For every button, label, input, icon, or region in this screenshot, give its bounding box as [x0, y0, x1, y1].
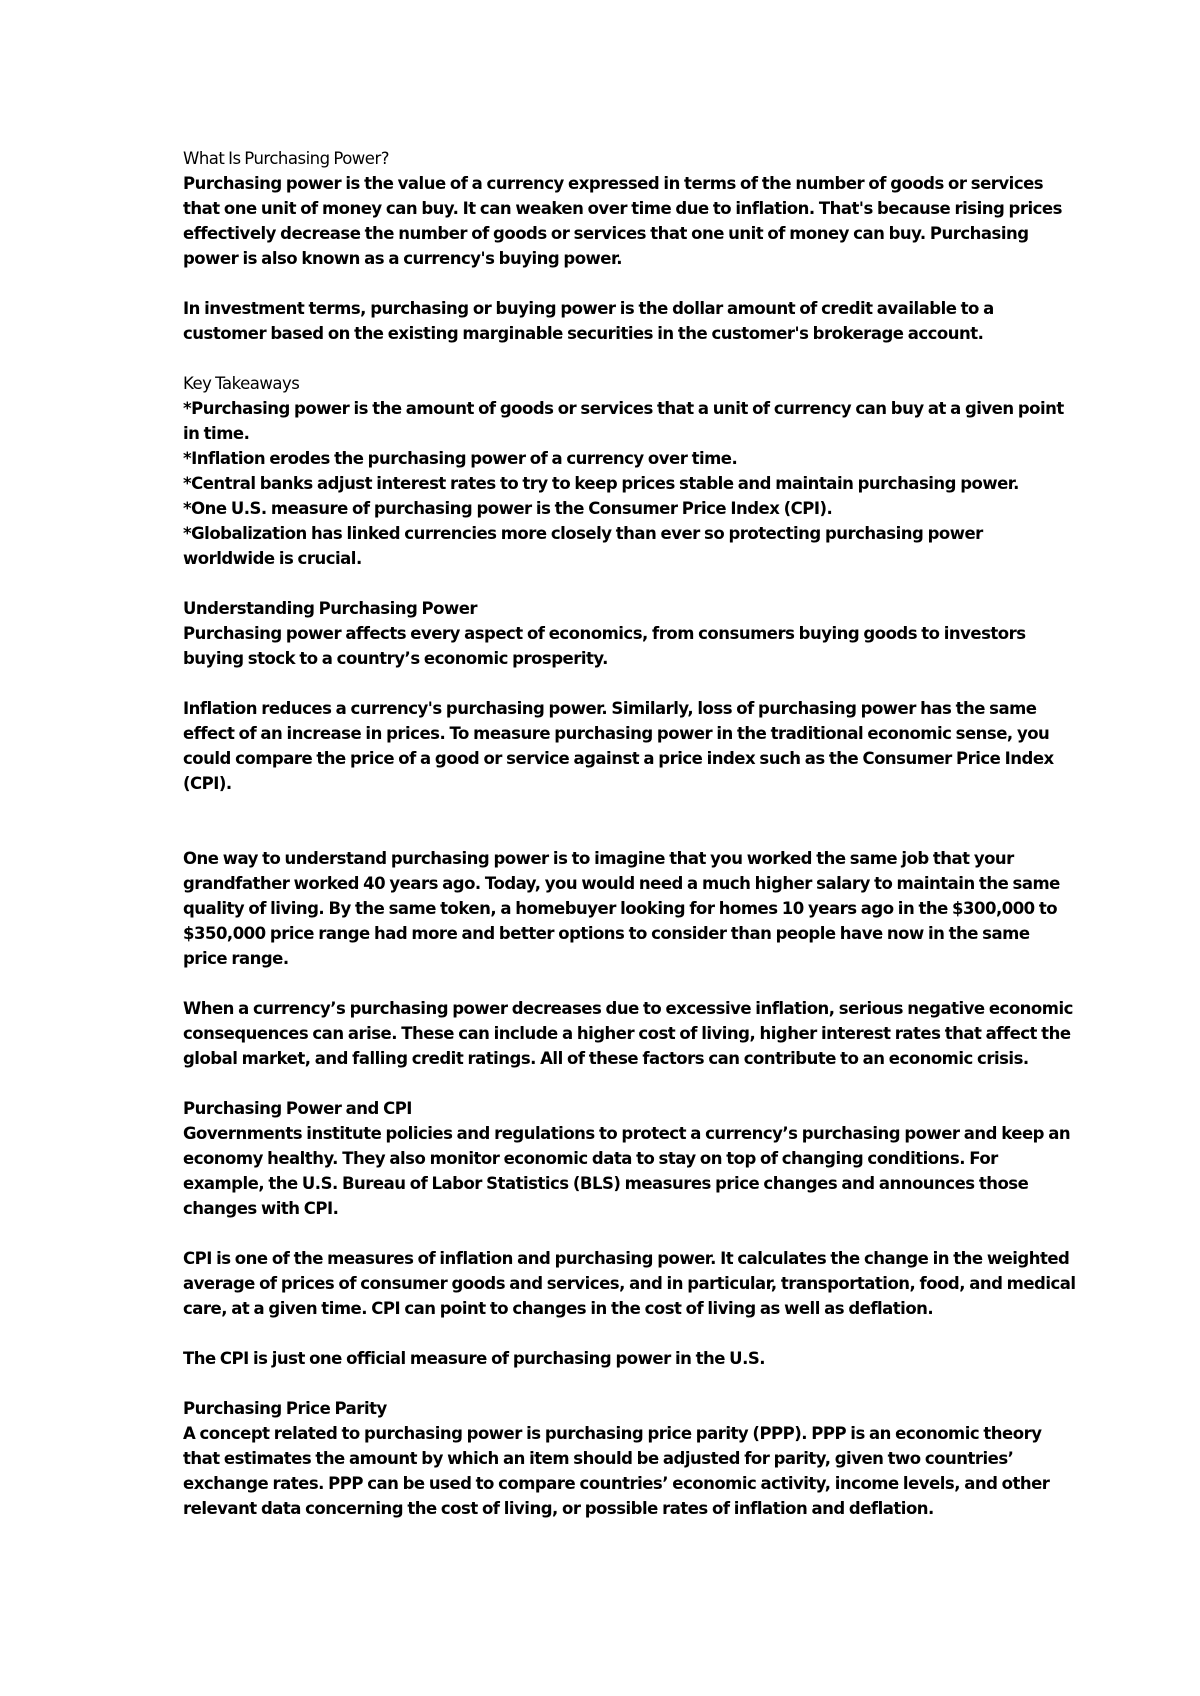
paragraph-line: grandfather worked 40 years ago. Today, you would need a much higher salary to maintain the same	[183, 874, 1060, 893]
paragraph-line: When a currency’s purchasing power decreases due to excessive inflation, serious negative economic	[183, 999, 1073, 1018]
paragraph-line: effect of an increase in prices. To measure purchasing power in the traditional economic sense, you	[183, 724, 1050, 743]
paragraph-line: In investment terms, purchasing or buying power is the dollar amount of credit available to a	[183, 299, 994, 318]
paragraph-line: that estimates the amount by which an item should be adjusted for parity, given two countries’	[183, 1449, 1014, 1468]
paragraph-line: global market, and falling credit ratings. All of these factors can contribute to an economic crisis.	[183, 1049, 1029, 1068]
paragraph-line: Governments institute policies and regulations to protect a currency’s purchasing power and keep an	[183, 1124, 1071, 1143]
spacer	[183, 571, 1033, 596]
list-item: worldwide is crucial.	[183, 549, 362, 568]
paragraph-line: buying stock to a country’s economic prosperity.	[183, 649, 608, 668]
paragraph-line: customer based on the existing marginable securities in the customer's brokerage account.	[183, 324, 984, 343]
paragraph-line: quality of living. By the same token, a homebuyer looking for homes 10 years ago in the $300,000 to	[183, 899, 1058, 918]
paragraph-line: that one unit of money can buy. It can weaken over time due to inflation. That's because rising prices	[183, 199, 1062, 218]
paragraph-line: Purchasing power is the value of a currency expressed in terms of the number of goods or services	[183, 174, 1044, 193]
spacer	[183, 271, 1033, 296]
document-page	[183, 146, 1076, 1521]
spacer	[183, 971, 1033, 996]
paragraph-economics	[183, 621, 1033, 671]
paragraph-line: economy healthy. They also monitor economic data to stay on top of changing conditions. For	[183, 1149, 998, 1168]
paragraph-line: exchange rates. PPP can be used to compare countries’ economic activity, income levels, and other	[183, 1474, 1050, 1493]
paragraph-line: example, the U.S. Bureau of Labor Statistics (BLS) measures price changes and announces those	[183, 1174, 1029, 1193]
paragraph-line: Inflation reduces a currency's purchasing power. Similarly, loss of purchasing power has the same	[183, 699, 1037, 718]
paragraph-line: care, at a given time. CPI can point to changes in the cost of living as well as deflation.	[183, 1299, 934, 1318]
paragraph-consequences	[183, 996, 1073, 1071]
paragraph-line: Purchasing power affects every aspect of economics, from consumers buying goods to investors	[183, 624, 1026, 643]
paragraph-line: power is also known as a currency's buying power.	[183, 249, 623, 268]
section-title-purchasing-power-and-cpi: Purchasing Power and CPI	[183, 1099, 412, 1118]
list-item: *Globalization has linked currencies more closely than ever so protecting purchasing power	[183, 524, 983, 543]
paragraph-definition	[183, 171, 1062, 271]
paragraph-line: price range.	[183, 949, 289, 968]
paragraph-line: A concept related to purchasing power is purchasing price parity (PPP). PPP is an economic theory	[183, 1424, 1042, 1443]
spacer	[183, 1221, 1033, 1246]
paragraph-line: could compare the price of a good or service against a price index such as the Consumer Price Index	[183, 749, 1054, 768]
section-title-what-is-purchasing-power: What Is Purchasing Power?	[183, 149, 389, 168]
paragraph-line: effectively decrease the number of goods or services that one unit of money can buy. Purchasing	[183, 224, 1029, 243]
key-takeaways-list	[183, 396, 1064, 571]
paragraph-line: (CPI).	[183, 774, 232, 793]
paragraph-line: consequences can arise. These can include a higher cost of living, higher interest rates that affect the	[183, 1024, 1071, 1043]
paragraph-line: average of prices of consumer goods and services, and in particular, transportation, food, and medical	[183, 1274, 1076, 1293]
list-item: *Purchasing power is the amount of goods or services that a unit of currency can buy at a given point	[183, 399, 1064, 418]
list-item: *Central banks adjust interest rates to try to keep prices stable and maintain purchasing power.	[183, 474, 1019, 493]
section-title-purchasing-price-parity: Purchasing Price Parity	[183, 1399, 387, 1418]
list-item: *One U.S. measure of purchasing power is the Consumer Price Index (CPI).	[183, 499, 833, 518]
paragraph-governments	[183, 1121, 1071, 1221]
list-item: in time.	[183, 424, 250, 443]
paragraph-line: CPI is one of the measures of inflation and purchasing power. It calculates the change in the weighted	[183, 1249, 1070, 1268]
paragraph-grandfather	[183, 846, 1060, 971]
paragraph-ppp	[183, 1421, 1050, 1521]
paragraph-line: $350,000 price range had more and better options to consider than people have now in the same	[183, 924, 1030, 943]
paragraph-line: relevant data concerning the cost of living, or possible rates of inflation and deflation.	[183, 1499, 934, 1518]
spacer	[183, 796, 1033, 846]
paragraph-cpi-official	[183, 1346, 1033, 1371]
spacer	[183, 1371, 1033, 1396]
paragraph-inflation	[183, 696, 1054, 796]
paragraph-line: One way to understand purchasing power is to imagine that you worked the same job that your	[183, 849, 1014, 868]
paragraph-line: changes with CPI.	[183, 1199, 339, 1218]
spacer	[183, 1321, 1033, 1346]
paragraph-investment-terms	[183, 296, 1033, 346]
spacer	[183, 671, 1033, 696]
paragraph-line: The CPI is just one official measure of purchasing power in the U.S.	[183, 1349, 765, 1368]
section-title-understanding: Understanding Purchasing Power	[183, 599, 478, 618]
section-title-key-takeaways: Key Takeaways	[183, 374, 300, 393]
paragraph-cpi-measures	[183, 1246, 1076, 1321]
spacer	[183, 1071, 1033, 1096]
list-item: *Inflation erodes the purchasing power of a currency over time.	[183, 449, 738, 468]
spacer	[183, 346, 1033, 371]
